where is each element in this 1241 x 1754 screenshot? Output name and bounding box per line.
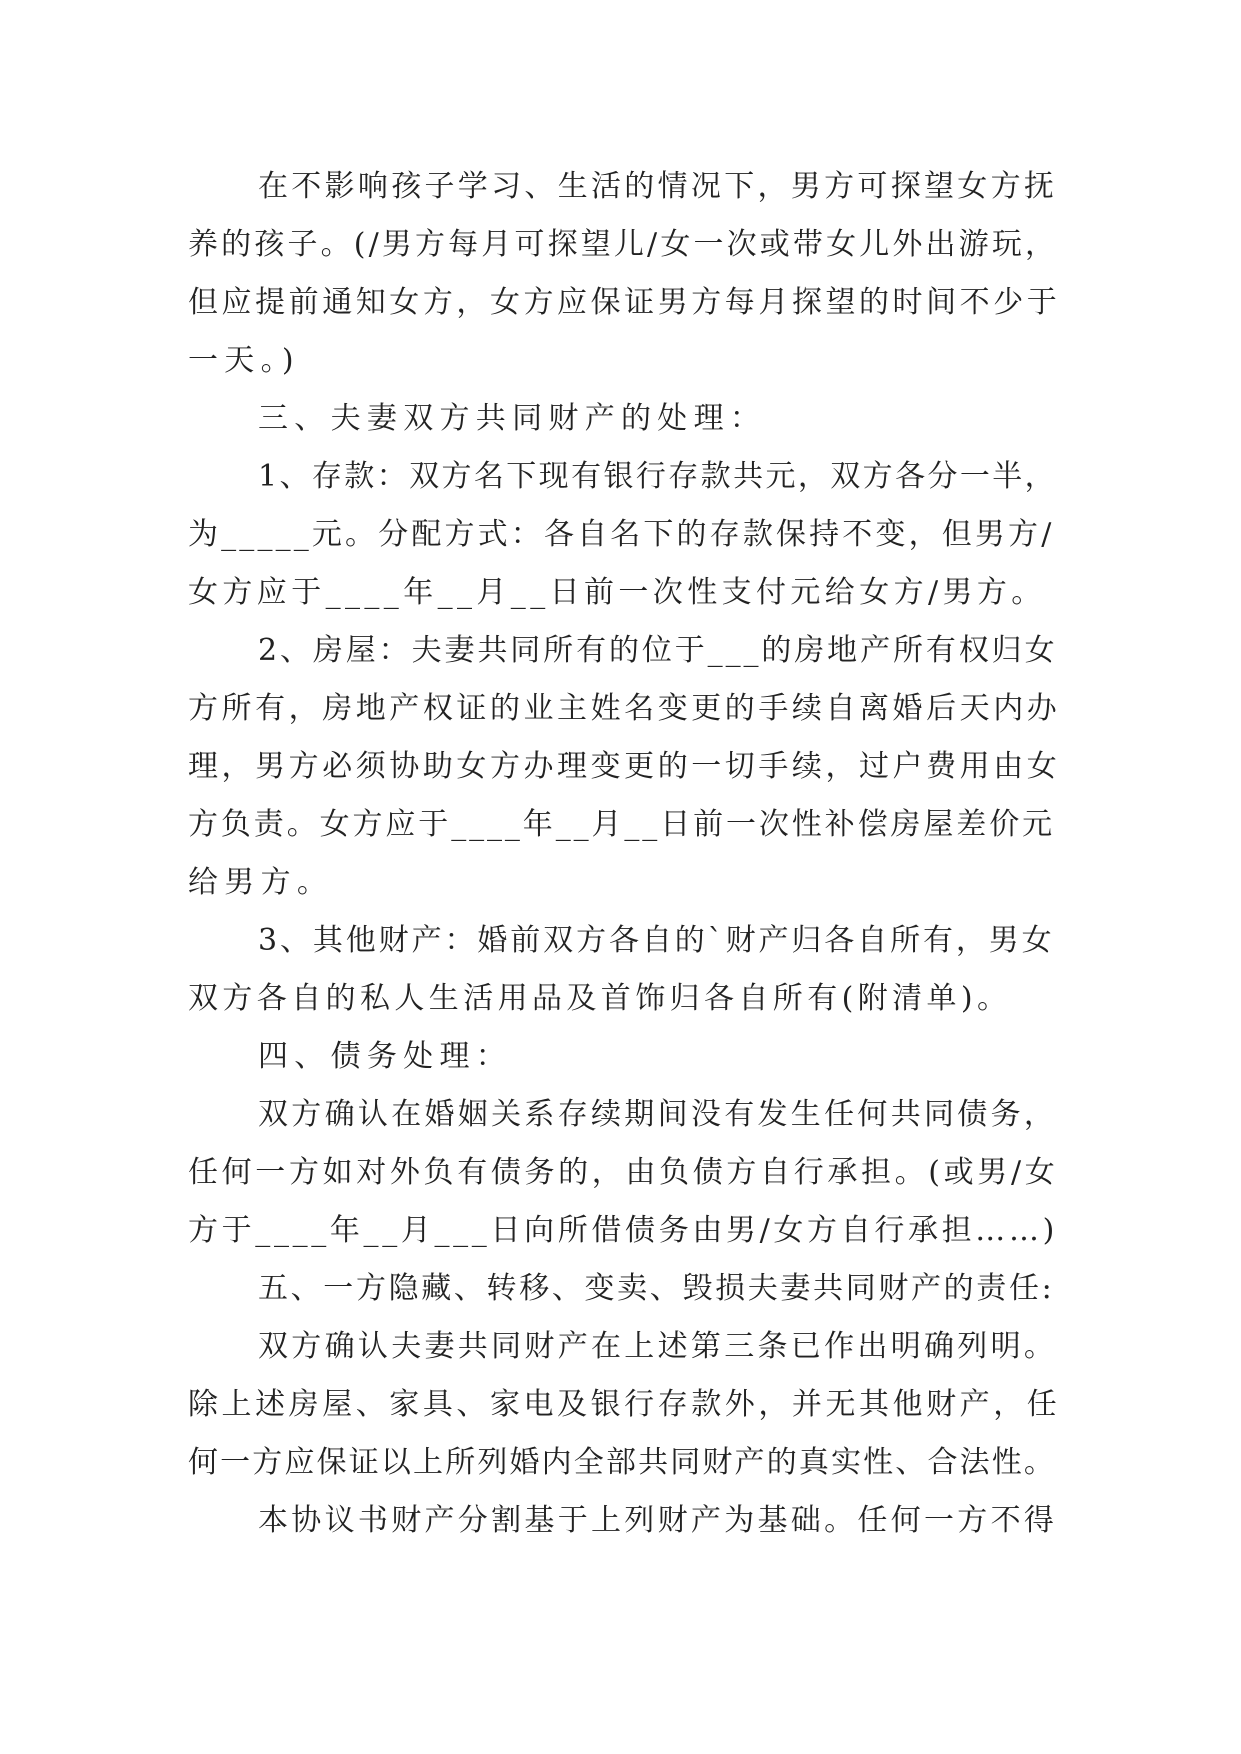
text-line: 为_____元。分配方式：各自名下的存款保持不变，但男方/ [188,517,1055,552]
text-line: 双方确认夫妻共同财产在上述第三条已作出明确列明。 [258,1329,1058,1364]
text-line: 一天。) [188,343,300,378]
text-line: 理，男方必须协助女方办理变更的一切手续，过户费用由女 [188,749,1061,784]
text-line: 五、一方隐藏、转移、变卖、毁损夫妻共同财产的责任: [258,1271,1055,1306]
text-line: 但应提前通知女方，女方应保证男方每月探望的时间不少于 [188,285,1061,320]
text-line: 除上述房屋、家具、家电及银行存款外，并无其他财产，任 [188,1387,1061,1422]
text-line: 何一方应保证以上所列婚内全部共同财产的真实性、合法性。 [188,1445,1057,1480]
text-line: 2、房屋：夫妻共同所有的位于___的房地产所有权归女 [258,633,1058,668]
text-line: 双方确认在婚姻关系存续期间没有发生任何共同债务， [258,1097,1058,1132]
text-line: 方负责。女方应于____年__月__日前一次性补偿房屋差价元 [188,807,1055,842]
text-line: 本协议书财产分割基于上列财产为基础。任何一方不得 [258,1503,1058,1538]
text-line: 四、债务处理： [258,1039,513,1074]
document-body [188,158,1060,1550]
text-line: 给男方。 [188,865,334,900]
text-line: 方于____年__月___日向所借债务由男/女方自行承担……) [188,1213,1058,1248]
text-line: 双方各自的私人生活用品及首饰归各自所有(附清单)。 [188,981,1012,1016]
text-line: 1、存款：双方名下现有银行存款共元，双方各分一半， [258,459,1058,494]
text-line: 方所有，房地产权证的业主姓名变更的手续自离婚后天内办 [188,691,1061,726]
text-line: 三、夫妻双方共同财产的处理： [258,401,767,436]
text-line: 养的孩子。(/男方每月可探望儿/女一次或带女儿外出游玩， [188,227,1059,262]
text-line: 女方应于____年__月__日前一次性支付元给女方/男方。 [188,575,1046,610]
text-line: 在不影响孩子学习、生活的情况下，男方可探望女方抚 [258,169,1058,204]
text-line: 3、其他财产：婚前双方各自的`财产归各自所有，男女 [258,923,1055,958]
text-line: 任何一方如对外负有债务的，由负债方自行承担。(或男/女 [188,1155,1059,1190]
